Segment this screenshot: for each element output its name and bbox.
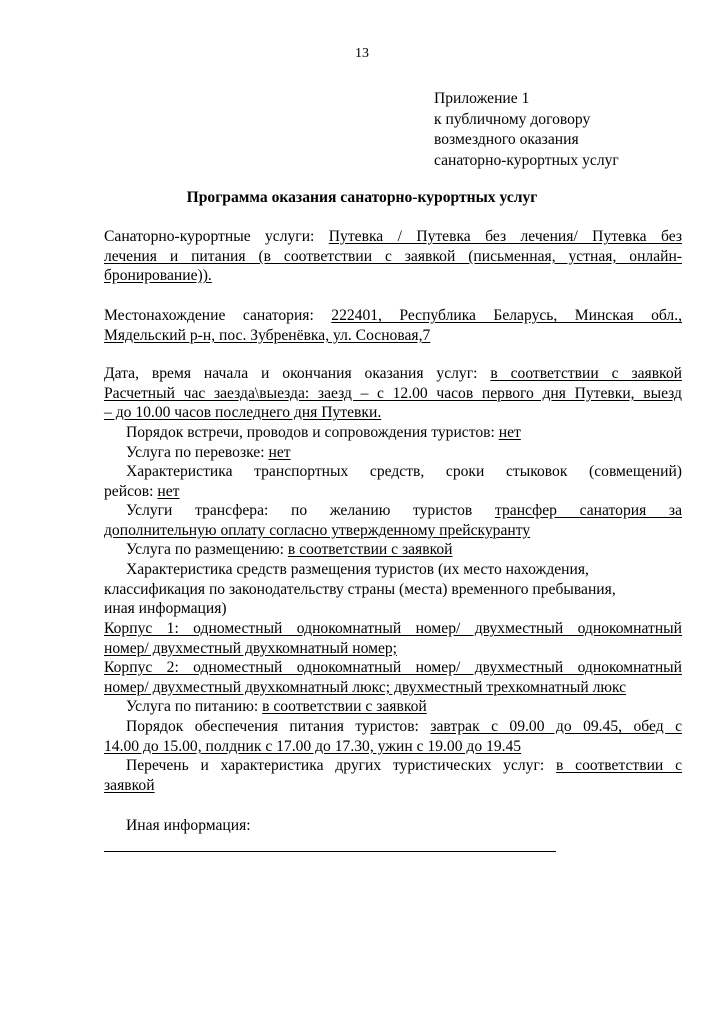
meals-label: Услуга по питанию: bbox=[126, 698, 259, 715]
building-2-line-2: номер/ двухместный двухкомнатный люкс; двухместный трехкомнатный люкс bbox=[104, 678, 627, 696]
services-value: Путевка / Путевка без лечения/ Путевка без bbox=[328, 228, 682, 245]
transport-value: нет bbox=[268, 444, 291, 461]
transfer-line-1 bbox=[104, 501, 682, 521]
building-1-line-1: Корпус 1: одноместный однокомнатный номер/ двухместный однокомнатный bbox=[104, 620, 682, 637]
dates-label: Дата, время начала и окончания оказания услуг: bbox=[104, 365, 478, 382]
transfer-value: трансфер санатория за bbox=[494, 502, 683, 519]
building-1-line-2: номер/ двухместный двухкомнатный номер; bbox=[104, 639, 398, 657]
transfer-paragraph bbox=[104, 501, 682, 540]
building-1-paragraph bbox=[104, 619, 682, 658]
other-info-blank-line bbox=[104, 851, 556, 852]
other-info-label: Иная информация: bbox=[126, 817, 251, 834]
meal-schedule-line-1 bbox=[104, 717, 682, 737]
meals-paragraph bbox=[104, 697, 682, 717]
meeting-label: Порядок встречи, проводов и сопровождения туристов: bbox=[126, 424, 495, 441]
location-label: Местонахождение санатория: bbox=[104, 307, 314, 324]
vehicles-line-1: Характеристика транспортных средств, сроки стыковок (совмещений) bbox=[126, 463, 682, 480]
dates-paragraph bbox=[104, 364, 682, 423]
accommodation-info-line-3: иная информация) bbox=[104, 600, 227, 618]
meeting-paragraph bbox=[104, 423, 682, 443]
location-paragraph bbox=[104, 306, 682, 345]
appendix-line: к публичному договору bbox=[434, 110, 591, 128]
other-services-line-2: заявкой bbox=[104, 776, 155, 794]
location-line-2: Мядельский р-н, пос. Зубренёвка, ул. Сосновая,7 bbox=[104, 326, 431, 344]
location-value: 222401, Республика Беларусь, Минская обл., bbox=[331, 307, 683, 324]
appendix-line: Приложение 1 bbox=[434, 90, 530, 107]
vehicles-line-2 bbox=[104, 482, 682, 502]
accommodation-info-paragraph bbox=[104, 560, 682, 619]
accommodation-info-line-1: Характеристика средств размещения туристов (их место нахождения, bbox=[126, 561, 589, 578]
meeting-value: нет bbox=[498, 424, 521, 441]
page-number: 13 bbox=[355, 46, 369, 61]
meal-schedule-line-2: 14.00 до 15.00, полдник с 17.00 до 17.30, ужин с 19.00 до 19.45 bbox=[104, 737, 522, 755]
services-line-3: бронирование)). bbox=[104, 267, 212, 285]
services-paragraph bbox=[104, 227, 682, 286]
vehicles-label: рейсов: bbox=[104, 482, 154, 500]
location-line-1 bbox=[104, 306, 682, 326]
other-services-label: Перечень и характеристика других туристических услуг: bbox=[126, 757, 545, 774]
meals-value: в соответствии с заявкой bbox=[262, 698, 427, 715]
services-label: Санаторно-курортные услуги: bbox=[104, 228, 315, 245]
appendix-line: возмездного оказания bbox=[434, 131, 579, 148]
meal-schedule-value: завтрак с 09.00 до 09.45, обед с bbox=[430, 718, 682, 735]
other-services-line-1 bbox=[104, 756, 682, 776]
building-2-line-1: Корпус 2: одноместный однокомнатный номер/ двухместный однокомнатный bbox=[104, 659, 682, 676]
transport-paragraph bbox=[104, 443, 682, 463]
dates-line-1 bbox=[104, 364, 682, 384]
checkin-line-2: – до 10.00 часов последнего дня Путевки. bbox=[104, 404, 382, 422]
services-line-1 bbox=[104, 227, 682, 247]
other-info-paragraph bbox=[104, 816, 682, 836]
services-line-2: лечения и питания (в соответствии с заявкой (письменная, устная, онлайн- bbox=[104, 247, 682, 265]
vehicles-value: нет bbox=[157, 482, 180, 500]
accommodation-label: Услуга по размещению: bbox=[126, 541, 284, 558]
meal-schedule-paragraph bbox=[104, 717, 682, 756]
document-title: Программа оказания санаторно-курортных услуг bbox=[186, 189, 538, 206]
transfer-label: Услуги трансфера: по желанию туристов bbox=[126, 502, 473, 519]
appendix-line: санаторно-курортных услуг bbox=[434, 151, 619, 169]
other-services-paragraph bbox=[104, 756, 682, 795]
transport-label: Услуга по перевозке: bbox=[126, 444, 265, 461]
transfer-line-2: дополнительную оплату согласно утвержденному прейскуранту bbox=[104, 521, 531, 539]
accommodation-paragraph bbox=[104, 540, 682, 560]
meal-schedule-label: Порядок обеспечения питания туристов: bbox=[126, 718, 419, 735]
accommodation-info-line-2: классификация по законодательству страны (места) временного пребывания, bbox=[104, 580, 616, 598]
appendix-header bbox=[434, 89, 714, 171]
other-services-value: в соответствии с bbox=[556, 757, 682, 774]
vehicles-paragraph bbox=[104, 462, 682, 501]
accommodation-value: в соответствии с заявкой bbox=[287, 541, 453, 558]
building-2-paragraph bbox=[104, 658, 682, 697]
dates-value: в соответствии с заявкой bbox=[490, 365, 682, 382]
checkin-line-1: Расчетный час заезда\выезда: заезд – с 12.00 часов первого дня Путевки, выезд bbox=[104, 384, 682, 402]
